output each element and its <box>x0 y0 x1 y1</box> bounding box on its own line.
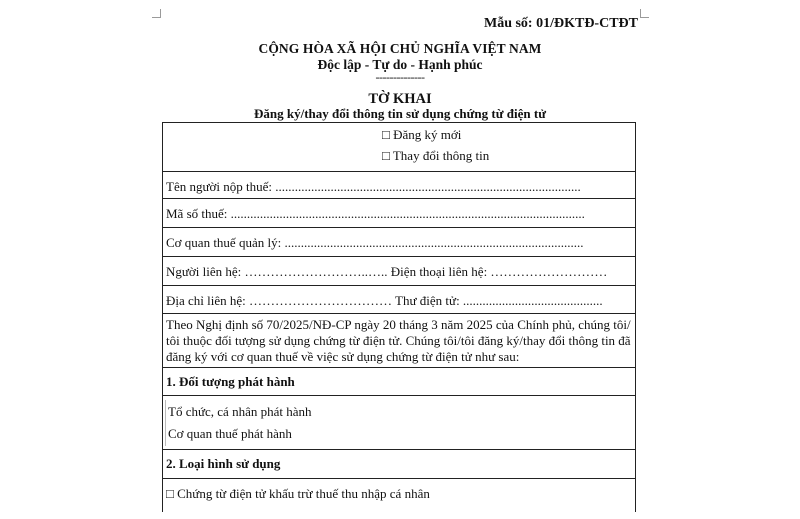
issuer-option-tax-office[interactable]: Cơ quan thuế phát hành <box>168 426 292 441</box>
legal-basis-row <box>163 314 635 368</box>
section-2-options-row <box>163 479 635 519</box>
contact-person-field[interactable]: Người liên hệ: ………………………..….. Điện thoại liên hệ: ……………………… <box>166 264 608 279</box>
nation-title: CỘNG HÒA XÃ HỘI CHỦ NGHĨA VIỆT NAM <box>258 41 542 56</box>
address-row <box>163 286 635 314</box>
pit-withholding-checkbox[interactable]: □ Chứng từ điện tử khấu trừ thuế thu nhập cá nhân <box>166 486 430 501</box>
form-code: Mẫu số: 01/ĐKTĐ-CTĐT <box>483 16 638 31</box>
margin-corner-top-right <box>640 9 649 18</box>
section-1-options-row <box>163 396 635 450</box>
section-1-heading-row <box>163 368 635 396</box>
national-motto: Độc lập - Tự do - Hạnh phúc <box>317 57 483 72</box>
address-email-field[interactable]: Địa chỉ liên hệ: …………………………… Thư điện tử: ........................................... <box>166 293 603 308</box>
contact-row <box>163 257 635 286</box>
document-subtitle: Đăng ký/thay đổi thông tin sử dụng chứng từ điện tử <box>253 106 546 121</box>
header-divider: -------------- <box>375 70 425 84</box>
margin-corner-top-left <box>152 9 161 18</box>
section-2-heading: 2. Loại hình sử dụng <box>166 456 281 471</box>
taxpayer-name-field[interactable]: Tên người nộp thuế: .............................................................................................. <box>166 179 581 194</box>
tax-office-field[interactable]: Cơ quan thuế quản lý: ............................................................................................ <box>166 235 584 250</box>
change-info-checkbox[interactable]: □ Thay đổi thông tin <box>382 148 490 163</box>
declaration-form-table <box>162 122 636 512</box>
taxpayer-name-row <box>163 172 635 199</box>
text-cursor-bar <box>165 400 166 446</box>
tax-code-field[interactable]: Mã số thuế: ............................................................................................................. <box>166 206 585 221</box>
tax-code-row <box>163 199 635 228</box>
issuer-option-organization[interactable]: Tổ chức, cá nhân phát hành <box>168 404 312 419</box>
section-1-heading: 1. Đối tượng phát hành <box>166 374 295 389</box>
new-registration-checkbox[interactable]: □ Đăng ký mới <box>382 127 462 142</box>
section-2-heading-row <box>163 450 635 479</box>
legal-basis-text: Theo Nghị định số 70/2025/NĐ-CP ngày 20 tháng 3 năm 2025 của Chính phủ, chúng tôi/ tôi thuộc đối tượng sử dụng chứng từ điện tử. Chúng tôi/tôi đăng ký/thay đổi thông tin đã đăng ký với cơ quan thuế về việc sử dụng chứng từ điện tử như sau: <box>166 317 631 364</box>
document-title: TỜ KHAI <box>368 91 432 107</box>
tax-office-row <box>163 228 635 257</box>
registration-type-row <box>163 123 635 172</box>
